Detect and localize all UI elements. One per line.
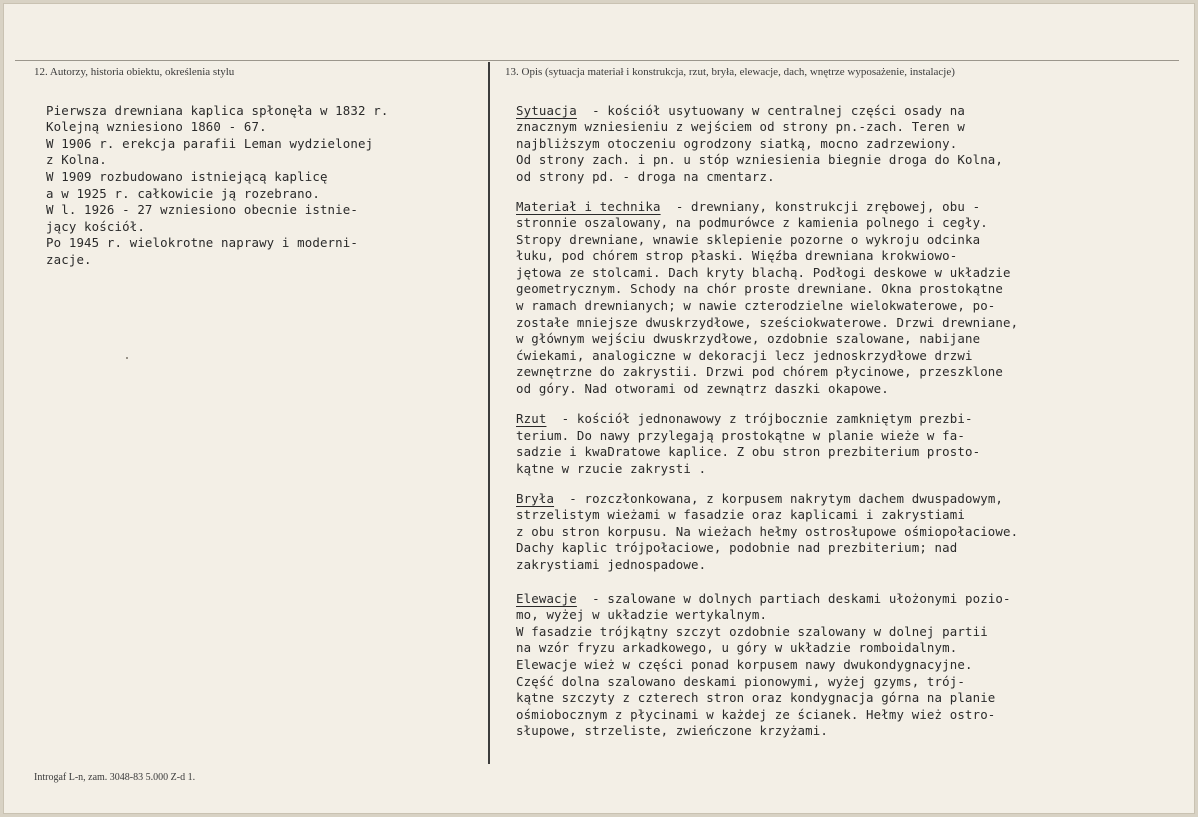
elewacje-line: Elewacje wież w części ponad korpusem nawy dwukondygnacyjne. — [516, 657, 973, 672]
material-heading: Materiał i technika — [516, 199, 661, 214]
history-line: zacje. — [46, 252, 92, 267]
bryla-line: z obu stron korpusu. Na wieżach hełmy ostrosłupowe ośmiopołaciowe. — [516, 524, 1019, 539]
history-line: W 1909 rozbudowano istniejącą kaplicę — [46, 169, 328, 184]
material-line: ćwiekami, analogiczne w dekoracji lecz jednoskrzydłowe drzwi — [516, 348, 973, 363]
elewacje-line: ośmiobocznym z płycinami w każdej ze ścianek. Hełmy wież ostro- — [516, 707, 996, 722]
bryla-line: strzelistym wieżami w fasadzie oraz kaplicami i zakrystiami — [516, 507, 965, 522]
section-13-header: 13. Opis (sytuacja materiał i konstrukcja, rzut, bryła, elewacje, dach, wnętrze wyposażenie, instalacje) — [505, 66, 955, 78]
material-line: Stropy drewniane, wnawie sklepienie pozorne o wykroju odcinka — [516, 232, 981, 247]
elewacje-line: słupowe, strzeliste, zwieńczone krzyżami. — [516, 723, 829, 738]
elewacje-line: mo, wyżej w układzie wertykalnym. — [516, 607, 768, 622]
material-line: geometrycznym. Schody na chór proste drewniane. Okna prostokątne — [516, 281, 1004, 296]
material-line: stronnie oszalowany, na podmurówce z kamienia polnego i cegły. — [516, 215, 988, 230]
sytuacja-line: znacznym wzniesieniu z wejściem od strony pn.-zach. Teren w — [516, 119, 965, 134]
material-line: Materiał i technika - drewniany, konstrukcji zrębowej, obu - — [516, 199, 981, 214]
rzut-line: sadzie i kwaDratowe kaplice. Z obu stron prezbiterium prosto- — [516, 444, 981, 459]
history-line: Po 1945 r. wielokrotne naprawy i moderni- — [46, 235, 359, 250]
printer-imprint: Introgaf L-n, zam. 3048-83 5.000 Z-d 1. — [34, 772, 196, 783]
section-12-header: 12. Autorzy, historia obiektu, określenia stylu — [34, 66, 235, 78]
material-line: od góry. Nad otworami od zewnątrz daszki okapowe. — [516, 381, 889, 396]
history-line: jący kościół. — [46, 219, 145, 234]
elewacje-heading: Elewacje — [516, 591, 577, 606]
elewacje-line: na wzór fryzu arkadkowego, u góry w układzie romboidalnym. — [516, 640, 958, 655]
sytuacja-line: Sytuacja - kościół usytuowany w centralnej części osady na — [516, 103, 965, 118]
elewacje-line: Elewacje - szalowane w dolnych partiach deskami ułożonymi pozio- — [516, 591, 1011, 606]
sytuacja-heading: Sytuacja — [516, 103, 577, 118]
material-line: w głównym wejściu dwuskrzydłowe, ozdobnie szalowane, nabijane — [516, 331, 981, 346]
material-line: zewnętrzne do zakrystii. Drzwi pod chórem płycinowe, przeszklone — [516, 364, 1004, 379]
elewacje-line: W fasadzie trójkątny szczyt ozdobnie szalowany w dolnej partii — [516, 624, 988, 639]
rzut-line: kątne w rzucie zakrysti . — [516, 461, 707, 476]
bryla-heading: Bryła — [516, 491, 555, 506]
rzut-heading: Rzut — [516, 411, 547, 426]
history-line: W 1906 r. erekcja parafii Leman wydzielonej — [46, 136, 374, 151]
bryla-line: Dachy kaplic trójpołaciowe, podobnie nad prezbiterium; nad — [516, 540, 958, 555]
top-rule — [15, 60, 1179, 61]
history-line: W l. 1926 - 27 wzniesiono obecnie istnie- — [46, 202, 359, 217]
history-line: a w 1925 r. całkowicie ją rozebrano. — [46, 186, 320, 201]
bryla-line: zakrystiami jednospadowe. — [516, 557, 707, 572]
rzut-line: terium. Do nawy przylegają prostokątne w planie wieże w fa- — [516, 428, 965, 443]
material-line: łuku, pod chórem strop płaski. Więźba drewniana krokwiowo- — [516, 248, 958, 263]
history-line: Pierwsza drewniana kaplica spłonęła w 1832 r. — [46, 103, 389, 118]
paper-speck — [126, 357, 128, 359]
elewacje-line: kątne szczyty z czterech stron oraz kondygnacja górna na planie — [516, 690, 996, 705]
history-line: z Kolna. — [46, 152, 107, 167]
bryla-line: Bryła - rozczłonkowana, z korpusem nakrytym dachem dwuspadowym, — [516, 491, 1004, 506]
material-line: jętowa ze stolcami. Dach kryty blachą. Podłogi deskowe w układzie — [516, 265, 1011, 280]
material-line: w ramach drewnianych; w nawie czterodzielne wielokwaterowe, po- — [516, 298, 996, 313]
material-line: zostałe mniejsze dwuskrzydłowe, sześciokwaterowe. Drzwi drewniane, — [516, 315, 1019, 330]
history-line: Kolejną wzniesiono 1860 - 67. — [46, 119, 267, 134]
sytuacja-line: od strony pd. - droga na cmentarz. — [516, 169, 775, 184]
sytuacja-line: najbliższym otoczeniu ogrodzony siatką, mocno zadrzewiony. — [516, 136, 958, 151]
sytuacja-line: Od strony zach. i pn. u stóp wzniesienia biegnie droga do Kolna, — [516, 152, 1004, 167]
elewacje-line: Część dolna szalowano deskami pionowymi, wyżej gzyms, trój- — [516, 674, 965, 689]
column-divider — [488, 62, 490, 764]
rzut-line: Rzut - kościół jednonawowy z trójbocznie zamkniętym prezbi- — [516, 411, 973, 426]
